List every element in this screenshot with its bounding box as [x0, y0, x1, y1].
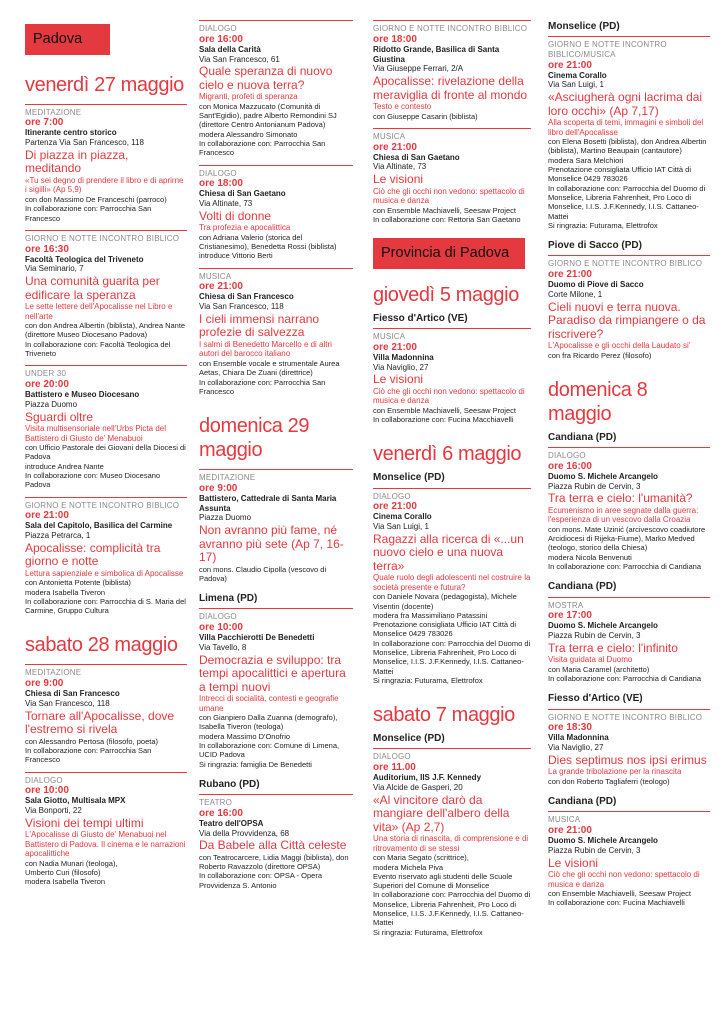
divider — [25, 365, 187, 366]
event-credits: con Ensemble Machiavelli, Seesaw Project — [373, 205, 516, 215]
event-venue: Battistero e Museo Diocesano — [25, 390, 140, 400]
event-collaboration: In collaborazione con: Parrocchia di Candiana — [548, 674, 702, 684]
event-note: Evento riservato agli studenti delle Scuole Superiori del Comune di Monselice — [373, 871, 513, 891]
place-heading: Limena (PD) — [199, 593, 258, 605]
event-time: ore 21:00 — [25, 510, 69, 522]
event-title: Le visioni — [373, 372, 424, 387]
event-subtitle: Quale ruolo degli adolescenti nel costruire la società presente e futura? — [373, 573, 531, 592]
event-category: MUSICA — [373, 131, 406, 141]
event-entry — [199, 612, 353, 769]
event-entry — [373, 752, 531, 936]
event-subtitle: Testo e contesto — [373, 102, 432, 111]
event-title: Ragazzi alla ricerca di «...un nuovo cielo e una nuova terra» — [373, 531, 524, 573]
event-time: ore 18:30 — [548, 722, 592, 734]
event-subtitle: Visita guidata al Duomo — [548, 655, 633, 665]
event-time: ore 21:00 — [373, 501, 417, 513]
place-heading: Monselice (PD) — [548, 21, 620, 32]
event-venue: Duomo S. Michele Arcangelo — [548, 471, 658, 481]
event-address: Via Bonporti, 22 — [25, 806, 82, 816]
event-title: Da Babele alla Città celeste — [199, 838, 347, 853]
event-credits: con Gianpiero Dalla Zuanna (demografo), Isabella Tiveron (teologa) — [199, 713, 338, 732]
event-venue: Ridotto Grande, Basilica di Santa Giustina — [373, 44, 500, 64]
event-category: GIORNO E NOTTE INCONTRO BIBLICO — [548, 259, 703, 269]
event-subtitle: Ciò che gli occhi non vedono: spettacolo di musica e danza — [373, 186, 525, 206]
event-address: Piazza Duomo — [25, 399, 78, 409]
event-venue: Teatro dell'OPSA — [199, 818, 264, 828]
event-subtitle: «Tu sei degno di prendere il libro e di aprirne i sigilli» (Ap 5,9) — [25, 175, 184, 195]
event-subtitle: Le sette lettere dell'Apocalisse nel Libro e nell'arte — [25, 302, 173, 321]
place-heading: Candiana (PD) — [548, 796, 617, 808]
divider — [199, 794, 353, 795]
event-category: GIORNO E NOTTE INCONTRO BIBLICO — [25, 233, 180, 243]
column-2 — [199, 18, 353, 890]
day-heading: venerdì 6 maggio — [373, 443, 522, 466]
event-venue: Cinema Corallo — [548, 70, 607, 80]
event-moderator: introduce Andrea Nante — [25, 461, 104, 471]
event-category: DIALOGO — [373, 491, 411, 501]
event-credits: con Giuseppe Casarin (biblista) — [373, 111, 478, 121]
event-subtitle: La grande tribolazione per la rinascita — [548, 767, 682, 777]
divider — [25, 772, 187, 773]
event-subtitle: Intrecci di socialità, contesti e geografie umane — [199, 694, 339, 713]
column-1 — [25, 18, 187, 887]
event-collaboration: In collaborazione con: Parrocchia San Francesco — [25, 204, 152, 223]
event-subtitle: Visita multisensoriale nell'Urbs Picta del Battistero di Giusto de' Menabuoi — [25, 424, 166, 443]
event-collaboration: In collaborazione con: Fucina Machiavelli — [548, 898, 685, 908]
event-thanks: Si ringrazia: famiglia De Benedetti — [199, 759, 312, 769]
place-heading: Candiana (PD) — [548, 581, 617, 593]
event-collaboration: In collaborazione con: Parrocchia del Duomo di Monselice, Libreria Fahrenheit, Pro Loco di Monselice, I.I.S. J.F.Kennedy, I.I.S. Cattaneo-Mattei — [373, 638, 531, 676]
event-venue: Facoltà Teologica del Triveneto — [25, 254, 144, 264]
event-moderator: modera Alessandro Simonato — [199, 129, 298, 139]
event-time: ore 9:00 — [25, 678, 64, 690]
event-credits: con mons. Mate Uzinić (arcivescovo coadiutore Arcidiocesi di Rijeka-Fiume), Marko Medved (teologo, storico della Chiesa) — [548, 524, 706, 553]
event-address: Via Tavello, 8 — [199, 642, 247, 652]
event-entry — [548, 713, 710, 787]
event-address: Via Giuseppe Ferrari, 2/A — [373, 64, 464, 74]
divider — [548, 447, 710, 448]
event-venue: Battistero, Cattedrale di Santa Maria Assunta — [199, 493, 337, 513]
day-heading: domenica 29 maggio — [199, 415, 310, 462]
event-credits: con don Roberto Tagliaferri (teologo) — [548, 776, 670, 786]
divider — [199, 608, 353, 609]
event-credits: con fra Ricardo Perez (filosofo) — [548, 350, 652, 360]
event-time: ore 20:00 — [25, 379, 69, 391]
event-venue: Chiesa di San Gaetano — [199, 189, 286, 199]
event-entry — [199, 24, 353, 158]
place-heading: Monselice (PD) — [373, 472, 445, 484]
event-time: ore 21:00 — [199, 281, 243, 293]
event-title: Le visioni — [548, 855, 599, 870]
event-credits: con Ufficio Pastorale dei Giovani della Diocesi di Padova — [25, 443, 186, 462]
event-category: DIALOGO — [199, 612, 237, 622]
event-time: ore 21:00 — [548, 269, 592, 281]
event-subtitle: Migranti, profeti di speranza — [199, 92, 298, 102]
event-thanks: Si ringrazia: Futurama, Elettrofox — [548, 220, 658, 230]
event-credits: con Monica Mazzucato (Comunità di Sant'Egidio), padre Alberto Remondini SJ (direttore Centro Antonianum Padova) — [199, 101, 337, 130]
event-address: Piazza Rubin de Cervin, 3 — [548, 481, 641, 491]
event-collaboration: In collaborazione con: Parrocchia di Candiana — [548, 562, 702, 572]
event-credits: con Maria Segato (scrittrice), — [373, 853, 469, 863]
event-collaboration: In collaborazione con: Parrocchia del Duomo di Monselice, Libreria Fahrenheit, Pro Loco di Monselice, I.I.S. J.F.Kennedy, I.I.S. Cattaneo-Mattei — [373, 890, 531, 928]
event-entry — [199, 473, 353, 583]
event-credits: con Daniele Novara (pedagogista), Michele Visentin (docente) — [373, 592, 517, 611]
event-category: GIORNO E NOTTE INCONTRO BIBLICO/MUSICA — [548, 40, 667, 59]
event-entry — [199, 169, 353, 261]
divider — [548, 709, 710, 710]
event-subtitle: Tra profezia e apocalittica — [199, 223, 291, 233]
event-entry — [548, 259, 710, 360]
event-category: MOSTRA — [548, 600, 584, 610]
event-title: Non avranno più fame, né avranno più sete (Ap 7, 16-17) — [199, 523, 344, 565]
event-time: ore 18:00 — [373, 33, 417, 45]
event-venue: Chiesa di San Francesco — [199, 292, 294, 302]
event-collaboration: In collaborazione con: Fucina Macchiavelli — [373, 415, 514, 425]
event-collaboration: In collaborazione con: OPSA - Opera Provvidenza S. Antonio — [199, 871, 322, 890]
event-moderator: modera Nicola Benvenuti — [548, 552, 632, 562]
event-title: Tra terra e cielo: l'infinito — [548, 640, 678, 655]
event-category: DIALOGO — [199, 168, 237, 178]
event-collaboration: In collaborazione con: Rettoria San Gaetano — [373, 214, 521, 224]
event-credits: con Teatrocarcere, Lidia Maggi (biblista), don Roberto Ravazzolo (direttore OPSA) — [199, 852, 349, 872]
event-credits: Umberto Curi (filosofo) — [25, 868, 101, 878]
event-time: ore 10:00 — [199, 622, 243, 634]
event-time: ore 10:00 — [25, 785, 69, 797]
event-title: Cieli nuovi e terra nuova. Paradiso da rimpiangere o da riscrivere? — [548, 299, 706, 341]
event-venue: Sala del Capitolo, Basilica del Carmine — [25, 521, 173, 531]
event-title: Apocalisse: complicità tra giorno e notte — [25, 540, 161, 569]
event-credits: con Elena Bosetti (biblista), don Andrea Albertin (biblista), Martino Beaupain (cantautore) — [548, 137, 707, 156]
event-subtitle: Una storia di rinascita, di comprensione e di ritrovamento di se stessi — [373, 834, 529, 853]
event-time: ore 9:00 — [199, 482, 238, 494]
event-booking: Prenotazione consigliata Ufficio IAT Città di Monselice 0429 783026 — [373, 620, 516, 639]
day-heading: domenica 8 maggio — [548, 378, 648, 425]
divider — [373, 488, 531, 489]
event-address: Via San Francesco, 118 — [25, 698, 110, 708]
divider — [373, 328, 531, 329]
day-heading: sabato 7 maggio — [373, 704, 515, 727]
event-title: I cieli immensi narrano profezie di salvezza — [199, 311, 320, 340]
event-title: Democrazia e sviluppo: tra tempi apocalittici e apertura a tempi nuovi — [199, 652, 346, 694]
event-subtitle: Ecumenismo in aree segnate dalla guerra: l'esperienza di un vescovo dalla Croazia — [548, 505, 699, 525]
event-venue: Villa Pacchierotti De Benedetti — [199, 633, 315, 643]
column-4 — [548, 18, 710, 908]
divider — [199, 469, 353, 470]
event-category: GIORNO E NOTTE INCONTRO BIBLICO — [373, 24, 528, 33]
place-heading: Rubano (PD) — [199, 778, 260, 790]
event-category: DIALOGO — [199, 24, 237, 33]
event-subtitle: I salmi di Benedetto Marcello e di altri autori del barocco italiano — [199, 339, 332, 359]
day-heading: giovedì 5 maggio — [373, 283, 519, 306]
event-entry — [548, 40, 710, 230]
region-heading-padova: Padova — [25, 24, 110, 55]
event-address: Partenza Via San Francesco, 118 — [25, 138, 144, 148]
event-address: Via della Provvidenza, 68 — [199, 828, 290, 838]
event-venue: Duomo S. Michele Arcangelo — [548, 621, 658, 631]
event-subtitle: L'Apocalisse e gli occhi della Laudato si' — [548, 341, 691, 351]
event-subtitle: Ciò che gli occhi non vedono: spettacolo di musica e danza — [548, 870, 700, 889]
event-entry — [25, 668, 187, 764]
place-heading: Fiesso d'Artico (VE) — [373, 312, 468, 324]
event-address: Corte Milone, 1 — [548, 289, 603, 299]
event-venue: Auditorium, IIS J.F. Kennedy — [373, 773, 482, 783]
event-category: UNDER 30 — [25, 369, 67, 379]
event-address: Via Altinate, 73 — [373, 162, 427, 172]
event-credits: con mons. Claudio Cipolla (vescovo di Padova) — [199, 564, 327, 583]
event-entry — [199, 272, 353, 396]
divider — [373, 128, 531, 129]
place-heading: Monselice (PD) — [373, 733, 445, 745]
event-category: DIALOGO — [548, 451, 586, 461]
event-credits: con Alessandro Pertosa (filosofo, poeta) — [25, 736, 158, 746]
event-title: Una comunità guarita per edificare la speranza — [25, 274, 160, 302]
event-venue: Itinerante centro storico — [25, 128, 117, 138]
event-collaboration: In collaborazione con: Facoltà Teologica del Triveneto — [25, 339, 171, 358]
event-subtitle: L'Apocalisse di Giusto de' Menabuoi nel Battistero di Padova. Il cinema e le narrazioni apocalittiche — [25, 830, 186, 859]
event-venue: Duomo S. Michele Arcangelo — [548, 836, 658, 846]
event-time: ore 17:00 — [548, 610, 592, 622]
event-address: Via Alcide de Gasperi, 20 — [373, 782, 463, 792]
event-title: Volti di donne — [199, 208, 272, 223]
event-category: MEDITAZIONE — [25, 107, 82, 117]
event-address: Piazza Duomo — [199, 513, 252, 523]
event-address: Via Naviglio, 27 — [548, 743, 604, 753]
event-time: ore 16:00 — [199, 807, 243, 819]
divider — [548, 597, 710, 598]
divider — [199, 20, 353, 21]
event-entry — [373, 492, 531, 686]
event-address: Via San Luigi, 1 — [548, 80, 604, 90]
event-venue: Sala Giotto, Multisala MPX — [25, 796, 126, 806]
event-time: ore 7:00 — [25, 117, 64, 129]
event-address: Piazza Rubin de Cervin, 3 — [548, 631, 641, 640]
event-category: MUSICA — [373, 332, 406, 342]
event-venue: Chiesa di San Gaetano — [373, 152, 460, 162]
event-credits: con Ensemble Machiavelli, Seesaw Project — [373, 405, 516, 415]
event-credits: con Ensemble Machiavelli, Seesaw Project — [548, 889, 691, 899]
event-time: ore 21:00 — [548, 59, 592, 71]
event-title: «Al vincitore darò da mangiare dell'albero della vita» (Ap 2,7) — [373, 792, 510, 834]
event-time: ore 16:00 — [199, 33, 243, 45]
divider — [548, 36, 710, 37]
event-category: DIALOGO — [25, 775, 63, 785]
event-moderator: modera Isabella Tiveron — [25, 587, 106, 597]
event-collaboration: In collaborazione con: Parrocchia San Francesco — [199, 377, 326, 396]
event-entry — [25, 501, 187, 616]
event-address: Via Seminario, 7 — [25, 264, 84, 274]
event-title: Di piazza in piazza, meditando — [25, 147, 129, 176]
event-collaboration: In collaborazione con: Parrocchia di S. Maria del Carmine, Gruppo Cultura — [25, 596, 186, 616]
event-venue: Cinema Corallo — [373, 512, 432, 522]
event-subtitle: Lettura sapienziale e simbolica di Apocalisse — [25, 568, 184, 578]
divider — [25, 230, 187, 231]
place-heading: Candiana (PD) — [548, 431, 617, 443]
divider — [199, 268, 353, 269]
event-category: TEATRO — [199, 798, 233, 808]
divider — [548, 255, 710, 256]
event-title: Quale speranza di nuovo cielo e nuova terra? — [199, 64, 333, 92]
event-time: ore 18:00 — [199, 178, 243, 190]
event-credits: con Antonietta Potente (biblista) — [25, 578, 131, 588]
event-credits: con don Andrea Albertin (biblista), Andrea Nante (direttore Museo Diocesano Padova) — [25, 321, 186, 340]
event-entry — [548, 451, 710, 571]
place-heading: Piove di Sacco (PD) — [548, 240, 642, 252]
event-entry — [25, 369, 187, 489]
event-moderator: modera fra Massimiliano Patassini — [373, 610, 488, 620]
divider — [25, 104, 187, 105]
event-time: ore 11.00 — [373, 762, 416, 774]
event-address: Via Naviglio, 27 — [373, 362, 429, 372]
divider — [25, 497, 187, 498]
event-title: Le visioni — [373, 172, 424, 187]
event-thanks: Si ringrazia: Futurama, Elettrofox — [373, 675, 483, 685]
event-category: MUSICA — [199, 271, 232, 281]
event-credits: con Maria Caramel (architetto) — [548, 664, 650, 674]
event-category: GIORNO E NOTTE INCONTRO BIBLICO — [25, 500, 180, 510]
event-entry — [548, 601, 710, 684]
event-time: ore 16:30 — [25, 243, 69, 255]
place-heading: Fiesso d'Artico (VE) — [548, 693, 643, 705]
event-subtitle: Ciò che gli occhi non vedono: spettacolo di musica e danza — [373, 386, 525, 406]
event-address: Via San Luigi, 1 — [373, 522, 429, 532]
event-credits: con Ensemble vocale e strumentale Aurea Aetas, Chiara De Zuani (direttrice) — [199, 358, 340, 378]
event-time: ore 21:00 — [373, 141, 417, 153]
event-venue: Chiesa di San Francesco — [25, 689, 120, 699]
event-category: DIALOGO — [373, 752, 411, 762]
event-subtitle: Alla scoperta di temi, immagini e simboli del libro dell'Apocalisse — [548, 118, 704, 137]
event-moderator: modera Michela Piva — [373, 862, 444, 872]
event-collaboration: In collaborazione con: Parrocchia San Francesco — [25, 745, 152, 765]
event-entry — [373, 24, 531, 121]
event-venue: Sala della Carità — [199, 44, 261, 54]
divider — [199, 165, 353, 166]
day-heading: sabato 28 maggio — [25, 634, 178, 657]
event-address: Via San Francesco, 61 — [199, 54, 280, 64]
event-title: Sguardi oltre — [25, 409, 94, 424]
event-credits: con Adriana Valerio (storica del Cristianesimo), Benedetta Rossi (biblista) — [199, 232, 337, 252]
event-category: MUSICA — [548, 815, 581, 825]
event-title: Tornare all'Apocalisse, dove l'estremo si rivela — [25, 708, 175, 737]
event-entry — [373, 332, 531, 424]
event-moderator: modera Isabella Tiveron — [25, 877, 106, 887]
event-credits: con Nadia Munari (teologa), — [25, 858, 118, 868]
event-address: Via San Francesco, 118 — [199, 302, 284, 312]
event-time: ore 16:00 — [548, 460, 592, 472]
event-credits: con don Massimo De Franceschi (parroco) — [25, 194, 167, 204]
divider — [548, 811, 710, 812]
event-venue: Villa Madonnina — [548, 733, 609, 743]
divider — [373, 748, 531, 749]
event-address: Piazza Petrarca, 1 — [25, 531, 91, 540]
event-time: ore 21:00 — [373, 341, 417, 353]
column-3 — [373, 18, 531, 937]
event-entry — [199, 798, 353, 890]
event-category: GIORNO E NOTTE INCONTRO BIBLICO — [548, 712, 703, 722]
event-collaboration: In collaborazione con: Parrocchia San Francesco — [199, 138, 326, 158]
divider — [373, 20, 531, 21]
region-heading-provincia: Provincia di Padova — [373, 238, 525, 269]
event-address: Via Altinate, 73 — [199, 199, 253, 209]
day-heading: venerdì 27 maggio — [25, 73, 184, 96]
event-entry — [373, 132, 531, 224]
event-time: ore 21:00 — [548, 825, 592, 837]
event-title: Apocalisse: rivelazione della meraviglia di fronte al mondo — [373, 74, 528, 102]
event-booking: Prenotazione consigliata Ufficio IAT Città di Monselice 0429 783026 — [548, 165, 691, 184]
event-moderator: introduce Vittorio Berti — [199, 251, 273, 261]
event-title: Dies septimus nos ipsi erimus — [548, 752, 707, 767]
event-moderator: modera Massimo D'Onofrio — [199, 731, 291, 741]
event-title: «Asciugherà ogni lacrima dai loro occhi» (Ap 7,17) — [548, 90, 703, 118]
event-collaboration: In collaborazione con: Museo Diocesano Padova — [25, 470, 161, 490]
event-venue: Villa Madonnina — [373, 352, 434, 362]
event-category: MEDITAZIONE — [199, 473, 256, 483]
event-entry — [25, 234, 187, 358]
event-title: Tra terra e cielo: l'umanità? — [548, 491, 693, 506]
event-collaboration: In collaborazione con: Comune di Limena, UCID Padova — [199, 741, 340, 760]
event-address: Piazza Rubin de Cervin, 3 — [548, 845, 641, 855]
event-title: Visioni dei tempi ultimi — [25, 815, 144, 830]
event-collaboration: In collaborazione con: Parrocchia del Duomo di Monselice, Libreria Fahrenheit, Pro Loco di Monselice, I.I.S. J.F.Kennedy, I.I.S. Cattaneo-Mattei — [548, 183, 706, 221]
event-category: MEDITAZIONE — [25, 668, 82, 678]
event-venue: Duomo di Piove di Sacco — [548, 280, 644, 290]
divider — [25, 664, 187, 665]
event-entry — [25, 108, 187, 223]
event-entry — [25, 776, 187, 887]
event-thanks: Si ringrazia: Futurama, Elettrofox — [373, 927, 483, 937]
event-entry — [548, 815, 710, 907]
event-moderator: modera Sara Melchiori — [548, 155, 624, 165]
